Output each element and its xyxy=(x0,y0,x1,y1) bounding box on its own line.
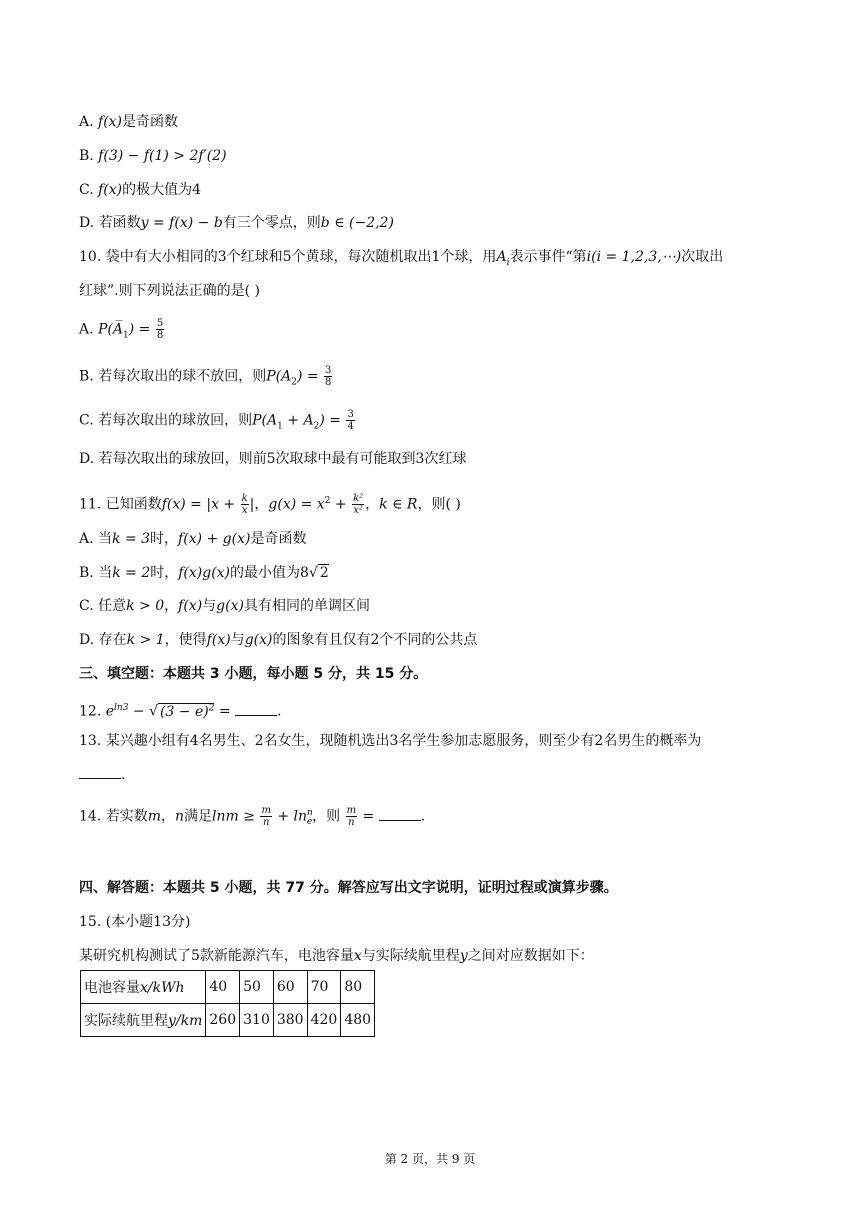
table-row xyxy=(81,971,375,1004)
q11-option-b: B. 当k = 2时，f(x)g(x)的最小值为8√ 2 xyxy=(79,565,329,581)
table-row xyxy=(81,1004,375,1037)
table-cell: 70 xyxy=(307,971,341,1004)
fraction: $\frac{5}{8}$ xyxy=(156,318,164,341)
q10-stem-line2: 红球”.则下列说法正确的是( ) xyxy=(79,283,260,299)
q11-stem: 11. 已知函数f(x) = |x + $\frac{k}{x}$ |，$g(x) = x^2$ + $\frac{\text{k²}}{\text{x²}}$ ，k ∈ R，则( ) xyxy=(79,493,461,517)
q11-option-a: A. 当k = 3时，f(x) + g(x)是奇函数 xyxy=(79,531,307,547)
fraction: $\frac{3}{4}$ xyxy=(347,409,354,432)
q10-option-b: B. 若每次取出的球不放回，则$P(A_2)$ = $\frac{3}{8}$ xyxy=(79,365,332,388)
table-cell: 420 xyxy=(307,1004,341,1037)
q9-option-a: A. f(x)是奇函数 xyxy=(79,114,179,130)
q9-option-b: B. f(3) − f(1) > 2f′(2) xyxy=(79,148,227,164)
table-cell: 50 xyxy=(240,971,274,1004)
q11-option-d: D. 存在k > 1，使得f(x)与g(x)的图象有且仅有2个不同的公共点 xyxy=(79,632,478,648)
q12: 12. $e^{ln3}$ − √ $(3 - e)^2$ = . xyxy=(79,703,282,720)
q10-stem: 10. 袋中有大小相同的3个红球和5个黄球，每次随机取出1个球，用$A_i$表示事件“第i(i = 1,2,3,⋯)次取出 xyxy=(79,249,724,268)
table-cell: 40 xyxy=(206,971,240,1004)
q10-option-d: D. 若每次取出的球放回，则前5次取球中最有可能取到3次红球 xyxy=(79,451,467,467)
table-cell: 310 xyxy=(240,1004,274,1037)
fraction: $\frac{m}{n}$ xyxy=(261,805,271,829)
fraction: $\frac{\text{k²}}{\text{x²}}$ xyxy=(353,493,364,517)
q13-answer-line: . xyxy=(79,765,125,785)
fraction: $\frac{m}{n}$ xyxy=(346,805,357,829)
data-table xyxy=(80,970,375,1037)
table-cell: 380 xyxy=(273,1004,307,1037)
q15-title: 15. (本小题13分) xyxy=(79,914,191,930)
table-header-cell: 电池容量x/kWh xyxy=(81,971,206,1004)
section-heading-fill-in: 三、填空题：本题共 3 小题，每小题 5 分，共 15 分。 xyxy=(79,666,428,682)
table-cell: 80 xyxy=(341,971,375,1004)
answer-blank xyxy=(379,808,421,821)
table-cell: 260 xyxy=(206,1004,240,1037)
section-heading-solutions: 四、解答题：本题共 5 小题，共 77 分。解答应写出文字说明，证明过程或演算步骤。 xyxy=(79,880,618,896)
page-footer: 第 2 页，共 9 页 xyxy=(384,1152,476,1166)
fraction: $\frac{3}{8}$ xyxy=(325,365,332,388)
q11-option-c: C. 任意k > 0，f(x)与g(x)具有相同的单调区间 xyxy=(79,598,370,614)
table-header-cell: 实际续航里程y/km xyxy=(81,1004,206,1037)
table-cell: 480 xyxy=(341,1004,375,1037)
table-cell: 60 xyxy=(273,971,307,1004)
q9-option-c: C. f(x)的极大值为4 xyxy=(79,182,202,198)
q14: 14. 若实数m，n满足lnm ≥ $\frac{m}{n}$ + $\ln^n_e$，则 $\frac{m}{n}$ = . xyxy=(79,805,426,829)
fraction: $\frac{k}{x}$ xyxy=(241,493,248,517)
answer-blank xyxy=(79,766,121,779)
answer-blank xyxy=(235,703,277,716)
q10-option-a: A. $P(A̅_1)$ = $\frac{5}{8}$ xyxy=(79,318,164,341)
q13: 13. 某兴趣小组有4名男生、2名女生，现随机选出3名学生参加志愿服务，则至少有2名男生的概率为 xyxy=(79,733,702,749)
q10-option-c: C. 若每次取出的球放回，则$P(A_1 + A_2)$ = $\frac{3}{4}$ xyxy=(79,409,354,432)
q15-stem: 某研究机构测试了5款新能源汽车，电池容量x与实际续航里程y之间对应数据如下： xyxy=(79,948,594,964)
q9-option-d: D. 若函数y = f(x) − b有三个零点，则b ∈ (−2,2) xyxy=(79,215,394,231)
